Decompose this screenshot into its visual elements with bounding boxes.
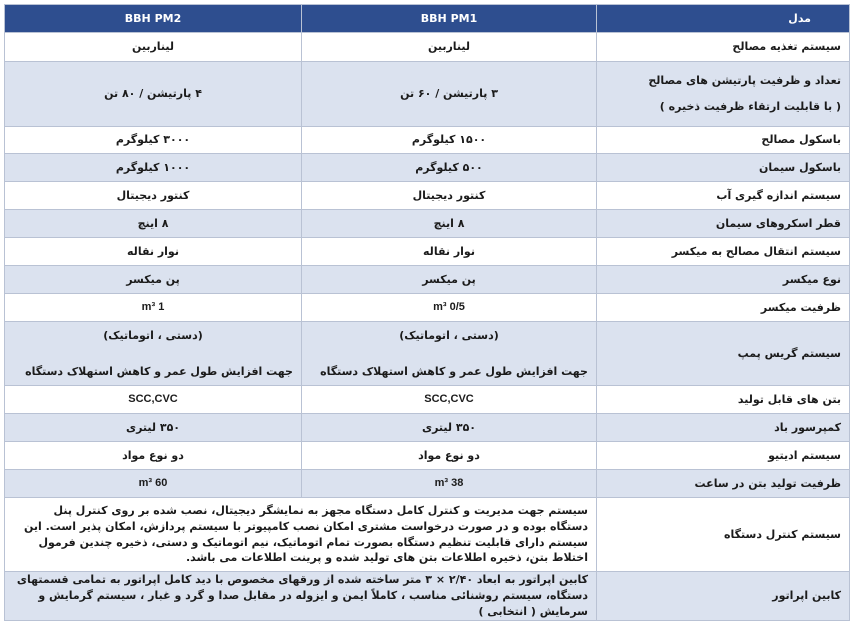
pm2-value: لیناربین: [5, 33, 302, 62]
pm1-value: دو نوع مواد: [302, 442, 597, 470]
spec-table: [4, 4, 850, 621]
table-row: [5, 470, 850, 498]
table-row: [5, 572, 850, 621]
pm1-value: ۱۵۰۰ کیلوگرم: [302, 127, 597, 154]
grease-note: جهت افزایش طول عمر و کاهش استهلاک دستگاه: [320, 364, 588, 378]
grease-mode: (دستی ، اتوماتیک): [399, 328, 499, 342]
row-label: ظرفیت تولید بتن در ساعت: [597, 470, 850, 498]
table-row: [5, 33, 850, 62]
table-row: [5, 322, 850, 386]
row-label: ظرفیت میکسر: [597, 294, 850, 322]
pm2-value: ۸ اینچ: [5, 210, 302, 238]
pm2-value: پن میکسر: [5, 266, 302, 294]
pm1-value: ۸ اینچ: [302, 210, 597, 238]
pm2-value: دو نوع مواد: [5, 442, 302, 470]
header-model-label: مدل: [597, 5, 850, 33]
pm1-value: 0/5 m³: [302, 294, 597, 322]
row-label: سیستم ادیتیو: [597, 442, 850, 470]
control-system-description: سیستم جهت مدیریت و کنترل کامل دستگاه مجهز به نمایشگر دیجیتال، نصب شده بر روی کنترل پنل دستگاه بوده و در صورت درخواست مشتری امکان نصب کامپیوتر با سیستم پردازش، امکان پذیر است. این سیستم دارای قابلیت تنظیم دستگاه بصورت تمام اتوماتیک، نیم اتوماتیک و دستی، ذخیره چندین فرمول اختلاط بتن، ذخیره اطلاعات بتن های تولید شده و پرینت اطلاعات می باشد.: [5, 498, 597, 572]
pm2-value: 1 m³: [5, 294, 302, 322]
row-label: نوع میکسر: [597, 266, 850, 294]
row-label-line1: تعداد و ظرفیت پارتیشن های مصالح: [648, 74, 841, 88]
table-row: [5, 442, 850, 470]
operator-cabin-description: کابین اپراتور به ابعاد ۲/۴۰ × ۳ متر ساخته شده از ورقهای مخصوص با دید کامل اپراتور به تمامی قسمتهای دستگاه، سیستم روشنائی مناسب ، کاملاً ایمن و ایزوله در مقابل صدا و گرد و غبار ، سیستم گرمایش و سرمایش ( انتخابی ): [5, 572, 597, 621]
header-pm2: BBH PM2: [5, 5, 302, 33]
pm2-value: 60 m³: [5, 470, 302, 498]
row-label: باسکول مصالح: [597, 127, 850, 154]
row-label: قطر اسکروهای سیمان: [597, 210, 850, 238]
row-label: [597, 62, 850, 127]
pm1-value: 38 m³: [302, 470, 597, 498]
table-row: [5, 238, 850, 266]
row-label: سیستم گریس پمپ: [597, 322, 850, 386]
row-label: باسکول سیمان: [597, 154, 850, 182]
pm1-value: ۳۵۰ لیتری: [302, 414, 597, 442]
grease-note: جهت افزایش طول عمر و کاهش استهلاک دستگاه: [25, 364, 293, 378]
row-label: سیستم اندازه گیری آب: [597, 182, 850, 210]
table-row: [5, 294, 850, 322]
table-row: [5, 127, 850, 154]
pm2-value: ۱۰۰۰ کیلوگرم: [5, 154, 302, 182]
pm1-value: نوار نقاله: [302, 238, 597, 266]
table-row: [5, 266, 850, 294]
header-pm1: BBH PM1: [302, 5, 597, 33]
grease-mode: (دستی ، اتوماتیک): [103, 328, 203, 342]
pm1-value: کنتور دیجیتال: [302, 182, 597, 210]
row-label: بتن های قابل تولید: [597, 386, 850, 414]
pm1-value: [302, 322, 597, 386]
row-label: سیستم تغذیه مصالح: [597, 33, 850, 62]
pm1-value: ۳ پارتیشن / ۶۰ تن: [302, 62, 597, 127]
table-row: [5, 154, 850, 182]
row-label-line2: ( با قابلیت ارتقاء ظرفیت ذخیره ): [659, 100, 841, 113]
table-row: [5, 386, 850, 414]
header-row: [5, 5, 850, 33]
pm1-value: پن میکسر: [302, 266, 597, 294]
pm2-value: ۳۰۰۰ کیلوگرم: [5, 127, 302, 154]
pm2-value: نوار نقاله: [5, 238, 302, 266]
pm1-value: لیناربین: [302, 33, 597, 62]
row-label: سیستم کنترل دستگاه: [597, 498, 850, 572]
table-row: [5, 62, 850, 127]
pm1-value: ۵۰۰ کیلوگرم: [302, 154, 597, 182]
row-label: کمپرسور باد: [597, 414, 850, 442]
pm1-value: SCC,CVC: [302, 386, 597, 414]
pm2-value: SCC,CVC: [5, 386, 302, 414]
pm2-value: [5, 322, 302, 386]
table-row: [5, 414, 850, 442]
table-row: [5, 182, 850, 210]
pm2-value: ۴ پارتیشن / ۸۰ تن: [5, 62, 302, 127]
pm2-value: ۳۵۰ لیتری: [5, 414, 302, 442]
pm2-value: کنتور دیجیتال: [5, 182, 302, 210]
row-label: کابین اپراتور: [597, 572, 850, 621]
table-row: [5, 210, 850, 238]
table-row: [5, 498, 850, 572]
row-label: سیستم انتقال مصالح به میکسر: [597, 238, 850, 266]
